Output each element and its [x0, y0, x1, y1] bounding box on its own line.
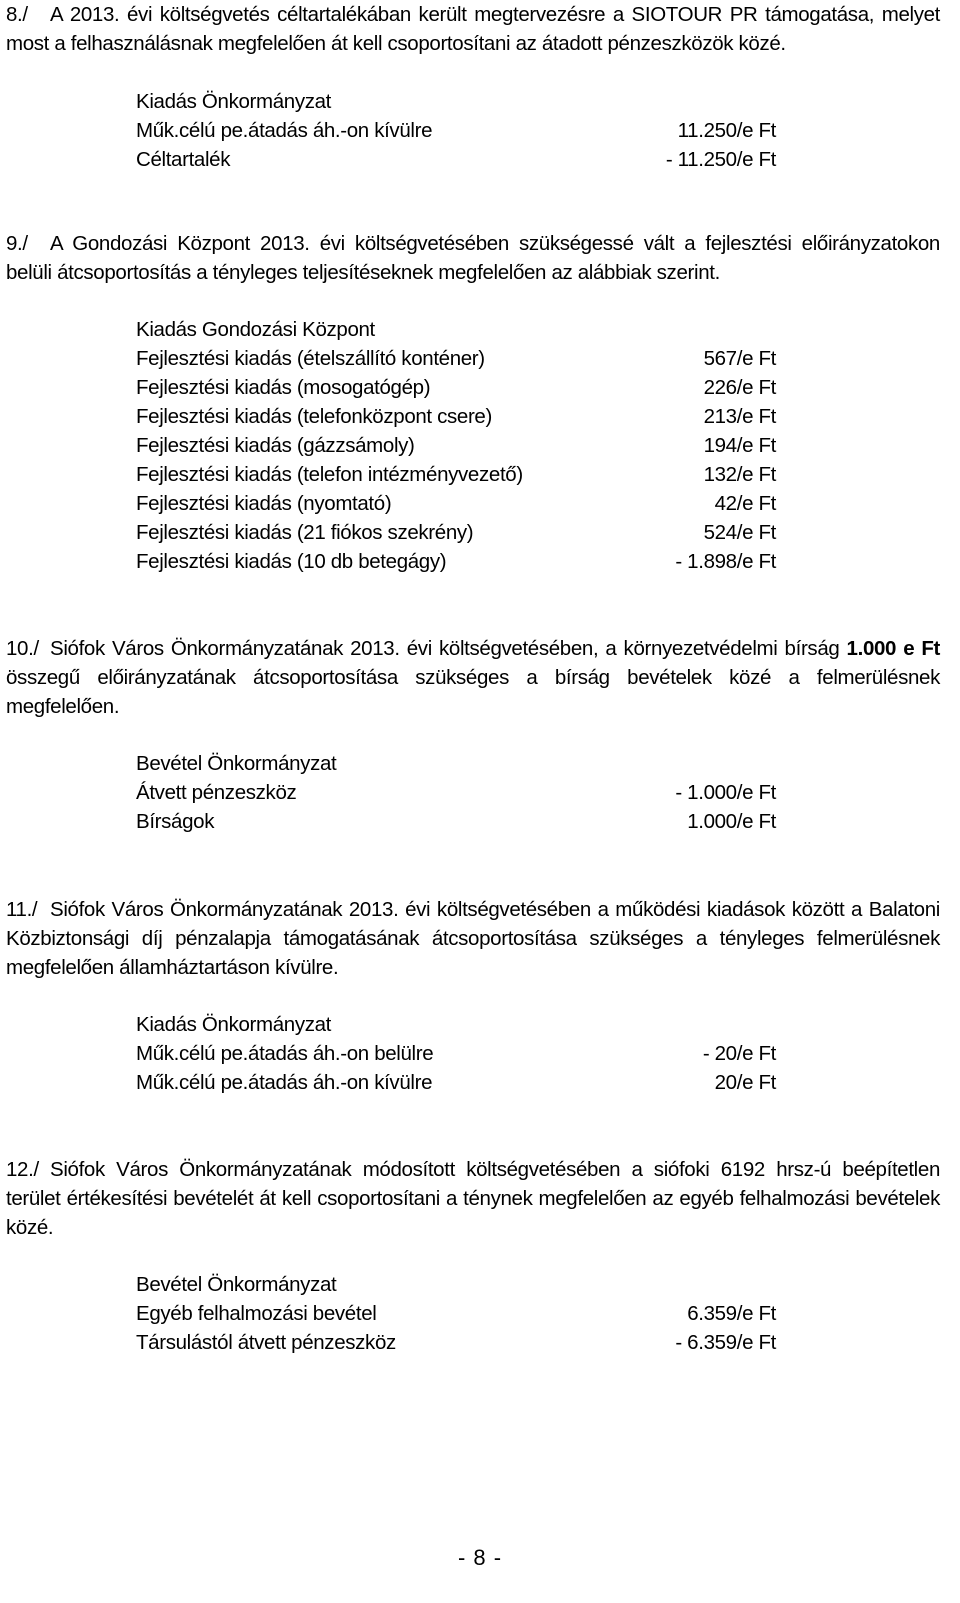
- section-text: A Gondozási Központ 2013. évi költségvetésében szükségessé vált a fejlesztési előirányzatokon belüli átcsoportosítás a tényleges teljesítéseknek megfelelően az alábbiak szerint.: [6, 232, 940, 284]
- row-label: Fejlesztési kiadás (nyomtató): [136, 492, 392, 515]
- row-label: Fejlesztési kiadás (mosogatógép): [136, 376, 431, 399]
- section-number: 8./: [6, 3, 28, 26]
- table-header: Kiadás Gondozási Központ: [136, 318, 375, 341]
- row-amount: - 1.898/e Ft: [675, 550, 776, 573]
- section-12-table: [136, 1270, 776, 1357]
- row-label: Fejlesztési kiadás (10 db betegágy): [136, 550, 447, 573]
- section-text: összegű előirányzatának átcsoportosítása szükséges a bírság bevételek közé a felmerülésnek megfelelően.: [6, 666, 940, 718]
- table-row: [136, 1068, 776, 1097]
- section-text: Siófok Város Önkormányzatának 2013. évi költségvetésében, a környezetvédelmi bírság: [50, 637, 840, 660]
- table-row: [136, 145, 776, 174]
- section-text: A 2013. évi költségvetés céltartalékában került megtervezésre a SIOTOUR PR támogatása, melyet most a felhasználásnak megfelelően át kell csoportosítani az átadott pénzeszközök közé.: [6, 3, 940, 55]
- row-label: Fejlesztési kiadás (ételszállító konténer): [136, 347, 485, 370]
- row-amount: - 20/e Ft: [702, 1042, 776, 1065]
- row-label: Céltartalék: [136, 148, 231, 171]
- section-12-paragraph: [6, 1155, 940, 1242]
- row-amount: - 6.359/e Ft: [675, 1331, 776, 1354]
- row-amount: 20/e Ft: [714, 1071, 776, 1094]
- section-number: 10./: [6, 637, 39, 660]
- page-number: - 8 -: [457, 1545, 503, 1570]
- section-8-table: [136, 87, 776, 174]
- section-11-table: [136, 1010, 776, 1097]
- row-label: Műk.célú pe.átadás áh.-on belülre: [136, 1042, 434, 1065]
- row-label: Egyéb felhalmozási bevétel: [136, 1302, 377, 1325]
- section-9-table: [136, 315, 776, 576]
- table-header: Bevétel Önkormányzat: [136, 1273, 337, 1296]
- table-row: [136, 778, 776, 807]
- table-row: [136, 1039, 776, 1068]
- row-label: Bírságok: [136, 810, 215, 833]
- row-label: Fejlesztési kiadás (gázzsámoly): [136, 434, 415, 457]
- table-row: [136, 373, 776, 402]
- section-amount-bold: 1.000 e Ft: [846, 637, 940, 660]
- table-row: [136, 547, 776, 576]
- table-row: [136, 807, 776, 836]
- table-row: [136, 116, 776, 145]
- section-number: 9./: [6, 232, 28, 255]
- table-row: [136, 344, 776, 373]
- row-amount: 11.250/e Ft: [677, 119, 776, 142]
- row-amount: 6.359/e Ft: [687, 1302, 776, 1325]
- table-row: [136, 518, 776, 547]
- row-label: Fejlesztési kiadás (21 fiókos szekrény): [136, 521, 474, 544]
- section-10-paragraph: [6, 634, 940, 721]
- section-8-paragraph: [6, 0, 940, 58]
- table-header: Kiadás Önkormányzat: [136, 90, 332, 113]
- row-label: Műk.célú pe.átadás áh.-on kívülre: [136, 119, 433, 142]
- section-text: Siófok Város Önkormányzatának módosított költségvetésében a siófoki 6192 hrsz-ú beépítetlen terület értékesítési bevételét át kell csoportosítani a ténynek megfelelően az egyéb felhalmozási bevételek közé.: [6, 1158, 940, 1239]
- table-row: [136, 489, 776, 518]
- row-amount: 132/e Ft: [703, 463, 776, 486]
- row-label: Átvett pénzeszköz: [136, 781, 297, 804]
- section-9-paragraph: [6, 229, 940, 287]
- row-amount: 226/e Ft: [703, 376, 776, 399]
- table-row: [136, 460, 776, 489]
- table-row: [136, 1328, 776, 1357]
- section-text: Siófok Város Önkormányzatának 2013. évi költségvetésében a működési kiadások között a Balatoni Közbiztonsági díj pénzalapja támogatásának átcsoportosítása szükséges a tényleges felmerülésnek megfelelően államháztartáson kívülre.: [6, 898, 940, 979]
- row-label: Műk.célú pe.átadás áh.-on kívülre: [136, 1071, 433, 1094]
- table-header: Bevétel Önkormányzat: [136, 752, 337, 775]
- section-11-paragraph: [6, 895, 940, 982]
- row-amount: - 11.250/e Ft: [665, 148, 776, 171]
- row-amount: - 1.000/e Ft: [675, 781, 776, 804]
- table-header: Kiadás Önkormányzat: [136, 1013, 332, 1036]
- section-number: 12./: [6, 1158, 39, 1181]
- table-row: [136, 402, 776, 431]
- section-10-table: [136, 749, 776, 836]
- row-label: Fejlesztési kiadás (telefonközpont csere): [136, 405, 492, 428]
- row-label: Társulástól átvett pénzeszköz: [136, 1331, 396, 1354]
- row-amount: 567/e Ft: [703, 347, 776, 370]
- row-label: Fejlesztési kiadás (telefon intézményvezető): [136, 463, 523, 486]
- row-amount: 1.000/e Ft: [687, 810, 776, 833]
- row-amount: 524/e Ft: [703, 521, 776, 544]
- row-amount: 194/e Ft: [703, 434, 776, 457]
- table-row: [136, 431, 776, 460]
- section-number: 11./: [6, 898, 38, 921]
- row-amount: 42/e Ft: [714, 492, 776, 515]
- row-amount: 213/e Ft: [703, 405, 776, 428]
- table-row: [136, 1299, 776, 1328]
